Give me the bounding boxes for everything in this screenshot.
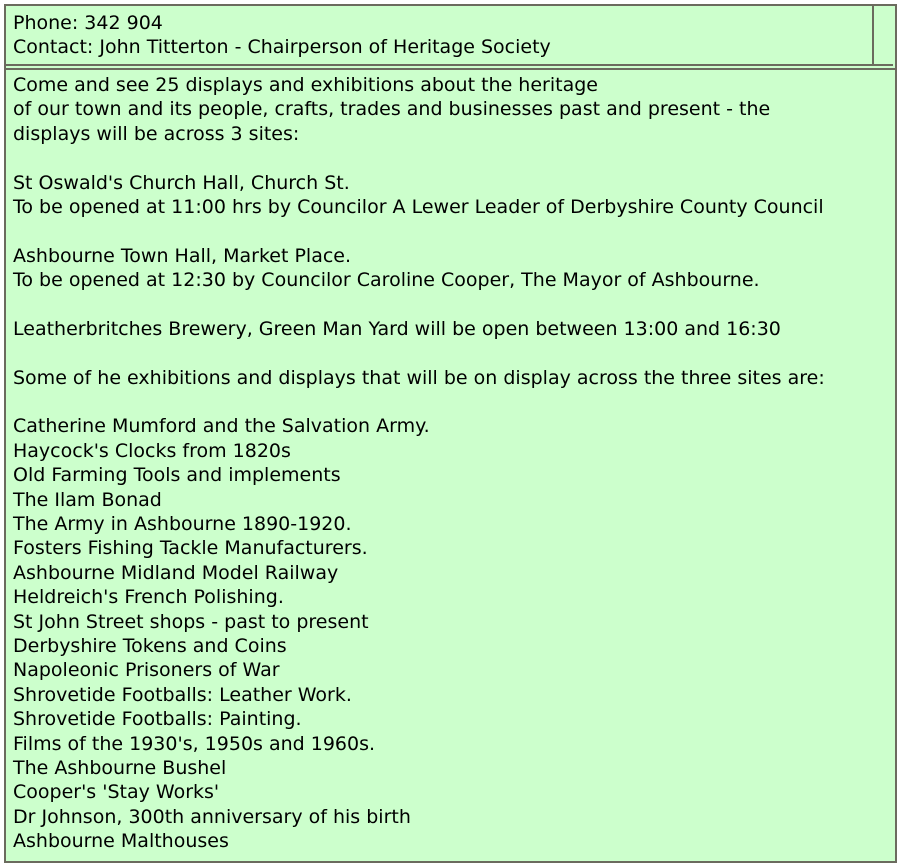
site-detail: To be opened at 11:00 hrs by Councilor A Lewer Leader of Derbyshire County Council [13,195,824,218]
site-name: St Oswald's Church Hall, Church St. [13,171,350,194]
exhibitions-intro: Some of he exhibitions and displays that will be on display across the three sites are: [13,366,825,389]
spacer [13,341,825,365]
exhibition-item: Catherine Mumford and the Salvation Army. [13,415,430,438]
spacer [13,390,825,414]
contact-details [13,11,551,60]
description-box [6,68,895,861]
exhibition-item: Old Farming Tools and implements [13,464,341,487]
exhibition-item: Napoleonic Prisoners of War [13,659,280,682]
exhibitions-list [13,414,825,853]
spacer [13,293,825,317]
exhibition-item: Shrovetide Footballs: Painting. [13,708,302,731]
exhibition-item: The Ashbourne Bushel [13,756,227,779]
contact-person: Contact: John Titterton - Chairperson of Heritage Society [13,36,551,59]
exhibition-item: Shrovetide Footballs: Leather Work. [13,683,352,706]
exhibition-item: Ashbourne Malthouses [13,830,229,853]
intro-line: of our town and its people, crafts, trades and businesses past and present - the [13,98,771,121]
exhibition-item: The Ilam Bonad [13,488,162,511]
intro-line: Come and see 25 displays and exhibitions about the heritage [13,74,598,96]
description-text [13,73,825,854]
exhibition-item: Fosters Fishing Tackle Manufacturers. [13,537,368,560]
exhibition-item: Derbyshire Tokens and Coins [13,634,287,657]
contact-box [6,6,893,66]
site-name: Ashbourne Town Hall, Market Place. [13,244,352,267]
contact-divider [872,6,874,64]
contact-phone: Phone: 342 904 [13,12,163,34]
exhibition-item: St John Street shops - past to present [13,610,369,633]
brewery-line: Leatherbritches Brewery, Green Man Yard will be open between 13:00 and 16:30 [13,317,781,340]
intro-line: displays will be across 3 sites: [13,122,300,145]
spacer [13,146,825,170]
exhibition-item: Cooper's 'Stay Works' [13,781,220,804]
exhibition-item: Haycock's Clocks from 1820s [13,439,291,462]
exhibition-item: Dr Johnson, 300th anniversary of his birth [13,805,411,828]
spacer [13,219,825,243]
exhibition-item: The Army in Ashbourne 1890-1920. [13,513,352,536]
exhibition-item: Ashbourne Midland Model Railway [13,561,339,584]
site-detail: To be opened at 12:30 by Councilor Caroline Cooper, The Mayor of Ashbourne. [13,269,760,292]
event-panel [4,4,897,863]
exhibition-item: Films of the 1930's, 1950s and 1960s. [13,732,376,755]
exhibition-item: Heldreich's French Polishing. [13,586,284,609]
